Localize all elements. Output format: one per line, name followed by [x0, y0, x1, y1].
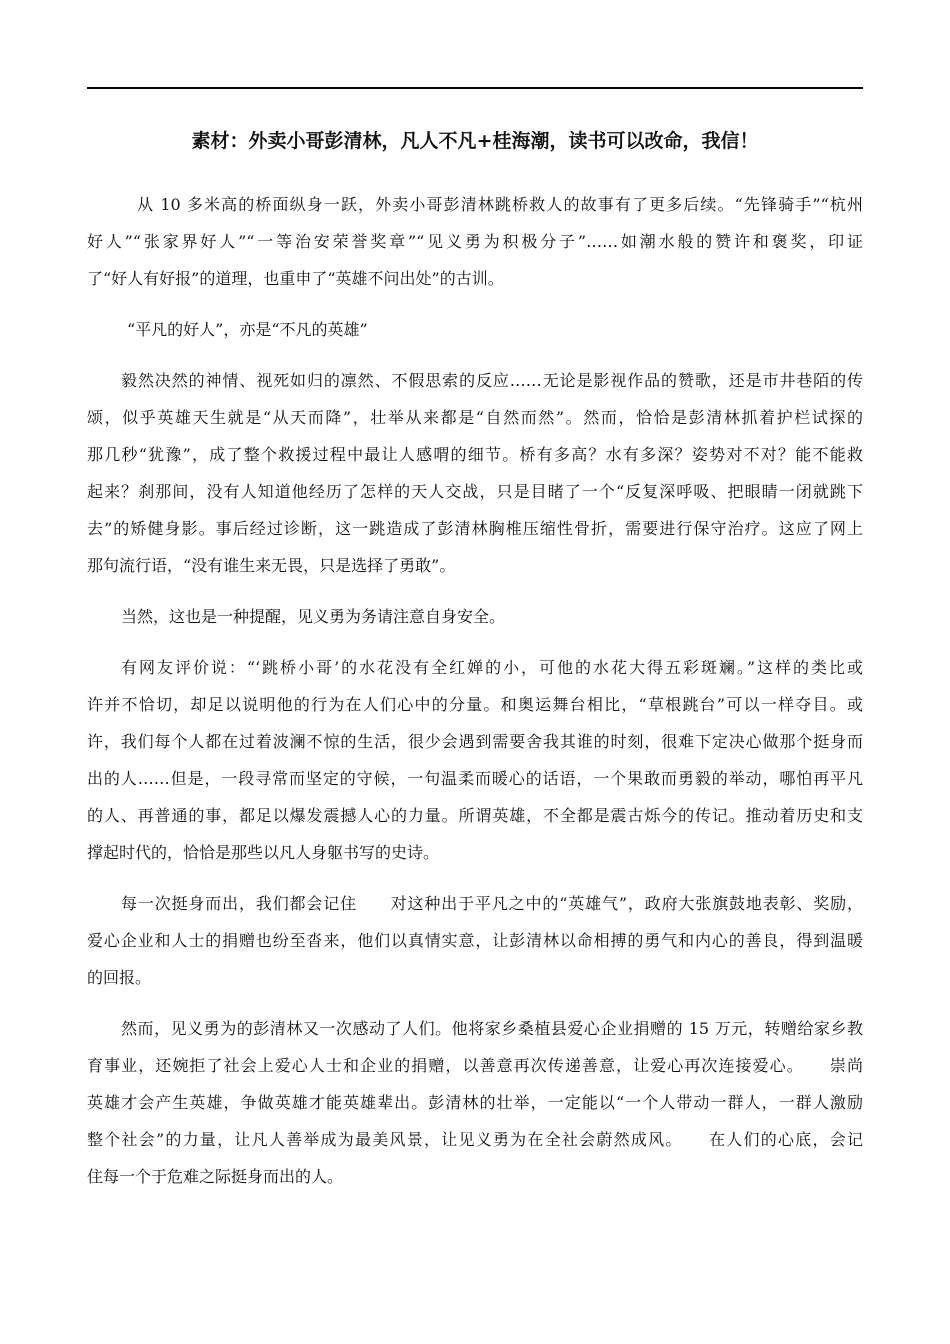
paragraph-line: 的人、再普通的事，都足以爆发震撼人心的力量。所谓英雄，不全都是震古烁今的传记。推动着历史和支 — [87, 806, 863, 825]
header-rule — [87, 87, 863, 89]
paragraph — [87, 1010, 863, 1195]
paragraph-line: 爱心企业和人士的捐赠也纷至沓来，他们以真情实意，让彭清林以命相搏的勇气和内心的善良，得到温暖 — [87, 931, 863, 950]
paragraph-line: 整个社会”的力量，让凡人善举成为最美风景，让见义勇为在全社会蔚然成风。 在人们的心底，会记 — [87, 1130, 863, 1149]
paragraph-line: 起来？刹那间，没有人知道他经历了怎样的天人交战，只是目睹了一个“反复深呼吸、把眼睛一闭就跳下 — [87, 482, 863, 501]
paragraph-line: 了“好人有好报”的道理，也重申了“英雄不问出处”的古训。 — [87, 269, 504, 288]
paragraph-line: 许，我们每个人都在过着波澜不惊的生活，很少会遇到需要舍我其谁的时刻，很难下定决心做那个挺身而 — [87, 732, 863, 751]
paragraph-line: 英雄才会产生英雄，争做英雄才能英雄辈出。彭清林的壮举，一定能以“一个人带动一群人，一群人激励 — [87, 1093, 863, 1112]
paragraph-line: 然而，见义勇为的彭清林又一次感动了人们。他将家乡桑植县爱心企业捐赠的 15 万元，转赠给家乡教 — [121, 1019, 863, 1038]
paragraph-line: 育事业，还婉拒了社会上爱心人士和企业的捐赠，以善意再次传递善意，让爱心再次连接爱心。 崇尚 — [87, 1056, 863, 1075]
document-title: 素材：外卖小哥彭清林，凡人不凡+桂海潮，读书可以改命，我信！ — [191, 130, 759, 152]
paragraph-line: 住每一个于危难之际挺身而出的人。 — [87, 1167, 344, 1186]
paragraph-line: 出的人……但是，一段寻常而坚定的守候，一句温柔而暖心的话语，一个果敢而勇毅的举动，哪怕再平凡 — [87, 769, 863, 788]
paragraph — [87, 598, 863, 635]
paragraph — [87, 649, 863, 871]
paragraph-line: 从 10 多米高的桥面纵身一跃，外卖小哥彭清林跳桥救人的故事有了更多后续。“先锋骑手”“杭州 — [137, 195, 863, 214]
paragraph — [87, 362, 863, 584]
paragraph-line: 许并不恰切，却足以说明他的行为在人们心中的分量。和奥运舞台相比，“草根跳台”可以一样夺目。或 — [87, 695, 863, 714]
paragraph-line: 每一次挺身而出，我们都会记住 对这种出于平凡之中的“英雄气”，政府大张旗鼓地表彰、奖励， — [121, 894, 863, 913]
paragraph-line: 那句流行语，“没有谁生来无畏，只是选择了勇敢”。 — [87, 556, 456, 575]
paragraph-line: 那几秒“犹豫”，成了整个救援过程中最让人感喟的细节。桥有多高？水有多深？姿势对不对？能不能救 — [87, 445, 863, 464]
paragraph-line: 当然，这也是一种提醒，见义勇为务请注意自身安全。 — [121, 607, 506, 626]
paragraph-line: 撑起时代的，恰恰是那些以凡人身躯书写的史诗。 — [87, 843, 440, 862]
paragraph-line: 好人”“张家界好人”“一等治安荣誉奖章”“见义勇为积极分子”……如潮水般的赞许和褒奖，印证 — [87, 232, 863, 251]
paragraph — [87, 186, 863, 297]
paragraph-line: 的回报。 — [87, 968, 152, 987]
paragraph-line: 去”的矫健身影。事后经过诊断，这一跳造成了彭清林胸椎压缩性骨折，需要进行保守治疗。这应了网上 — [87, 519, 863, 538]
paragraph-line: “平凡的好人”，亦是“不凡的英雄” — [127, 320, 368, 339]
paragraph-line: 颂，似乎英雄天生就是“从天而降”，壮举从来都是“自然而然”。然而，恰恰是彭清林抓着护栏试探的 — [87, 408, 863, 427]
paragraph-line: 毅然决然的神情、视死如归的凛然、不假思索的反应……无论是影视作品的赞歌，还是市井巷陌的传 — [121, 371, 863, 390]
document-body — [87, 186, 863, 1209]
paragraph-line: 有网友评价说：“‘跳桥小哥’的水花没有全红婵的小，可他的水花大得五彩斑斓。”这样的类比或 — [121, 658, 863, 677]
paragraph — [87, 311, 863, 348]
paragraph — [87, 885, 863, 996]
